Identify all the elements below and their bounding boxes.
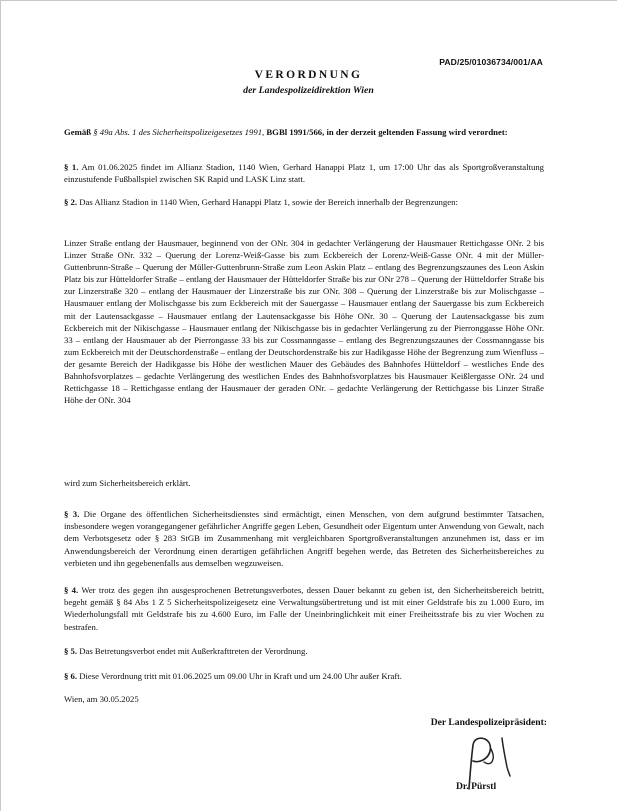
preamble: [64, 126, 544, 138]
section-2-text: Das Allianz Stadion in 1140 Wien, Gerhard Hanappi Platz 1, sowie der Bereich innerhalb der Begrenzungen:: [77, 197, 458, 207]
preamble-suffix: BGBl 1991/566, in der derzeit geltenden Fassung wird verordnet:: [264, 127, 508, 137]
section-5: [64, 645, 544, 657]
section-3: [64, 508, 544, 569]
section-6-label: § 6.: [64, 671, 78, 681]
page-border-left: [0, 0, 1, 811]
boundary-description: Linzer Straße entlang der Hausmauer, beginnend von der ONr. 304 in gedachter Verlängerung der Hausmauer Rettichgasse ONr. 2 bis Linzer Straße ONr. 332 – Querung der Lorenz-Weiß-Gasse bis zum Eckbereich der Lorenz-Weiß-Gasse ONr. 4 mit der Müller- Guttenbrunn-Straße – Querung der Müller-Guttenbrunn-Straße zum Leon Askin Platz – entlang des Begrenzungszaunes des Leon Askin Platz bis zur Hütteldorfer Straße – entlang der Hausmauer der Hütteldorfer Straße bis zur ONr 278 – Querung der Hütteldorfer Straße bis zur Linzerstraße 320 – entlang der Hausmauer der Linzerstraße bis zur ONr. 308 – Querung der Linzerstraße bis zur Molischgasse – Hausmauer entlang der Molischgasse bis zum Eckbereich mit der Sauergasse – Hausmauer entlang der Sauergasse bis zum Eckbereich mit der Lautensackgasse – Hausmauer entlang der Lautensackgasse bis Höhe ONr. 30 – Querung der Lautensackgasse bis zum Eckbereich mit der Nikischgasse – Hausmauer entlang der Nikischgasse bis in gedachter Verlängerung zu der Pierronggasse Höhe ONr. 33 – entlang der Hausmauer ab der Pierrongasse 33 bis zur Cossmanngasse – entlang des Begrenzungszaunes der Cossmanngasse bis zum Eckbereich mit der Deutschordenstraße – entlang der Deutschordenstraße bis zur Hadikgasse Höhe der Begrenzung zum Wienfluss – der gesamte Bereich der Hadikgasse bis Höhe der westlichen Mauer des Gebäudes des Bahnhofes Hütteldorf – westliches Ende des Bahnhofsvorplatzes – gedachte Verlängerung des westlichen Endes des Bahnhofsvorplatzes bis Hausmauer Keißlergasse ONr. 24 und Rettichgasse 18 – Rettichgasse entlang der Hausmauer der geraden ONr. – gedachte Verlängerung der Rettichgasse bis Linzer Straße Höhe der ONr. 304: [64, 238, 544, 406]
section-4: [64, 584, 544, 633]
section-4-label: § 4.: [64, 585, 79, 595]
section-1-text: Am 01.06.2025 findet im Allianz Stadion, 1140 Wien, Gerhard Hanappi Platz 1, um 17:00 Uhr das als Sportgroßveranstaltung einzustufende Fußballspiel zwischen SK Rapid und LASK Linz statt.: [64, 162, 545, 185]
document-title: VERORDNUNG: [254, 69, 363, 81]
section-3-label: § 3.: [64, 509, 80, 519]
page-border-top: [0, 0, 617, 1]
section-2-label: § 2.: [64, 197, 78, 207]
section-2: [64, 196, 544, 208]
section-4-text: Wer trotz des gegen ihn ausgesprochenen Betretungsverbotes, dessen Dauer bekannt zu geben ist, den Sicherheitsbereich betritt, begeht gemäß § 84 Abs 1 Z 5 Sicherheitspolizeigesetz eine Verwaltungsübertretung und ist mit einer Geldstrafe bis zu 1.000 Euro, im Wiederholungsfall mit Geldstrafe bis zu 4.600 Euro, im Falle der Uneinbringlichkeit mit einer Freiheitsstrafe bis zu vier Wochen zu bestrafen.: [64, 585, 544, 632]
section-1: [64, 161, 544, 185]
document-subtitle: der Landespolizeidirektion Wien: [243, 85, 374, 96]
security-area-declaration: wird zum Sicherheitsbereich erklärt.: [64, 478, 191, 488]
signatory-title: Der Landespolizeipräsident:: [430, 717, 547, 728]
section-5-label: § 5.: [64, 646, 78, 656]
document-reference-number: PAD/25/01036734/001/AA: [439, 57, 543, 67]
section-6: [64, 670, 544, 682]
section-1-label: § 1.: [64, 162, 79, 172]
section-3-text: Die Organe des öffentlichen Sicherheitsdienstes sind ermächtigt, einen Menschen, von dem aufgrund bestimmter Tatsachen, insbesondere wegen vorangegangener gefährlicher Angriffe gegen Leben, Gesundheit oder Eigentum unter Anwendung von Gewalt, nach dem Verbotsgesetz oder § 283 StGB im Zusammenhang mit vergleichbaren Sportgroßveranstaltungen anzunehmen ist, dass er im Anwendungsbereich der Verordnung einen derartigen gefährlichen Angriff begehen werde, das Betreten des Sicherheitsbereiches zu verbieten und ihn gegebenenfalls aus demselben wegzuweisen.: [64, 509, 545, 568]
place-and-date: Wien, am 30.05.2025: [64, 694, 139, 704]
signatory-name: Dr. Pürstl: [456, 781, 497, 792]
section-5-text: Das Betretungsverbot endet mit Außerkrafttreten der Verordnung.: [77, 646, 308, 656]
preamble-legal-reference: § 49a Abs. 1 des Sicherheitspolizeigesetzes 1991,: [93, 127, 265, 137]
preamble-prefix: Gemäß: [64, 127, 94, 137]
section-6-text: Diese Verordnung tritt mit 01.06.2025 um 09.00 Uhr in Kraft und um 24.00 Uhr außer Kraft.: [77, 671, 402, 681]
